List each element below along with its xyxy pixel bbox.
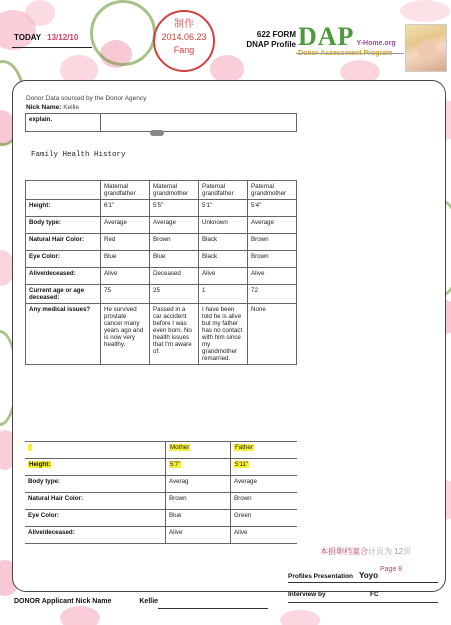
today-field: [14, 33, 78, 42]
spacer-cell: [151, 442, 166, 459]
parents-table: [25, 441, 297, 544]
table-header-row: [26, 181, 297, 200]
table-cell: 25: [150, 285, 199, 304]
table-cell: Averag: [166, 476, 231, 493]
red-seal-stamp: 制作 2014.06.23 Fang: [153, 10, 215, 72]
row-label: Natural Hair Color:: [25, 493, 151, 510]
table-cell: 5'11": [231, 459, 298, 476]
table-cell: I have been told he is alive but my father has no contact with him since my grandmother remarried.: [199, 304, 248, 365]
table-cell: Black: [199, 234, 248, 251]
dap-logo: DAP Y-Home.org Donor Assessment Program: [298, 22, 396, 57]
page-count-note: 本捐卵档案合计页为 12页: [320, 547, 412, 556]
donor-source: Donor Data sourced by the Donor Agency Nick Name: Kellie: [26, 95, 147, 111]
table-cell: Average: [150, 217, 199, 234]
table-cell: 5'4": [248, 200, 297, 217]
table-row: [26, 285, 297, 304]
table-cell: Blue: [101, 251, 150, 268]
interview-underline: [288, 602, 438, 603]
row-label: Alive/deceased:: [26, 268, 101, 285]
table-cell: 75: [101, 285, 150, 304]
column-header: Maternal grandfather: [101, 181, 150, 200]
table-cell: Average: [101, 217, 150, 234]
table-cell: Alive: [199, 268, 248, 285]
table-row: [25, 527, 297, 544]
table-row: [26, 268, 297, 285]
table-row: [26, 234, 297, 251]
today-underline: [12, 47, 92, 48]
table-cell: 72: [248, 285, 297, 304]
table-cell: 5'5": [150, 200, 199, 217]
table-cell: Blue: [150, 251, 199, 268]
table-row: [25, 493, 297, 510]
table-cell: 5'1": [199, 200, 248, 217]
row-label: Body type:: [25, 476, 151, 493]
table-header-row: [25, 442, 297, 459]
table-cell: Passed in a car accident before I was even born. No health issues that I'm aware of.: [150, 304, 199, 365]
table-row: [26, 200, 297, 217]
table-cell: Alive: [166, 527, 231, 544]
header-rule: [296, 53, 404, 54]
row-label: Eye Color:: [26, 251, 101, 268]
table-cell: Brown: [248, 234, 297, 251]
table-cell: Deceased: [150, 268, 199, 285]
table-cell: 5'7": [166, 459, 231, 476]
table-cell: Average: [231, 476, 298, 493]
table-row: [25, 476, 297, 493]
row-label: Body type:: [26, 217, 101, 234]
table-cell: Brown: [166, 493, 231, 510]
row-label: Height:: [25, 459, 151, 476]
form-number: 622 FORM DNAP Profile: [246, 30, 296, 49]
drag-handle-icon[interactable]: [150, 130, 164, 136]
spacer-cell: [151, 510, 166, 527]
spacer-cell: [151, 459, 166, 476]
table-cell: Alive: [248, 268, 297, 285]
table-cell: Alive: [101, 268, 150, 285]
profiles-presentation: Profiles Presentation Yoyo: [288, 571, 378, 580]
table-cell: Brown: [248, 251, 297, 268]
column-header: Paternal grandfather: [199, 181, 248, 200]
table-cell: Alive: [231, 527, 298, 544]
donor-underline: [158, 608, 268, 609]
explain-value: [101, 114, 297, 132]
table-cell: Brown: [231, 493, 298, 510]
table-cell: Green: [231, 510, 298, 527]
row-label: Eye Color:: [25, 510, 151, 527]
table-row: [26, 304, 297, 365]
corner-cell: [26, 181, 101, 200]
row-label: Height:: [26, 200, 101, 217]
today-label: TODAY: [14, 33, 42, 42]
column-header: Father: [231, 442, 298, 459]
table-cell: Average: [248, 217, 297, 234]
spacer-cell: [151, 493, 166, 510]
column-header: Paternal grandmother: [248, 181, 297, 200]
donor-applicant-nickname: DONOR Applicant Nick Name Kellie: [14, 598, 159, 605]
table-cell: He survived prostate cancer many years ago and is now very healthy.: [101, 304, 150, 365]
table-row: [26, 217, 297, 234]
column-header: Mother: [166, 442, 231, 459]
today-date: 13/12/10: [47, 33, 79, 42]
spacer-cell: [151, 476, 166, 493]
donor-photo: [405, 24, 447, 72]
row-label: Any medical issues?: [26, 304, 101, 365]
table-cell: Red: [101, 234, 150, 251]
table-cell: Black: [199, 251, 248, 268]
family-health-history-title: Family Health History: [31, 151, 126, 159]
table-cell: Brown: [150, 234, 199, 251]
corner-cell: [25, 442, 151, 459]
table-row: [25, 459, 297, 476]
explain-label: explain.: [26, 114, 101, 132]
interview-by: Interview by FC: [288, 591, 379, 598]
table-cell: Unknown: [199, 217, 248, 234]
table-cell: 6'1": [101, 200, 150, 217]
presentation-underline: [288, 582, 438, 583]
column-header: Maternal grandmother: [150, 181, 199, 200]
table-row: [25, 510, 297, 527]
spacer-cell: [151, 527, 166, 544]
table-cell: None: [248, 304, 297, 365]
table-cell: 1: [199, 285, 248, 304]
table-row: [26, 251, 297, 268]
row-label: Natural Hair Color:: [26, 234, 101, 251]
family-history-table: [25, 180, 297, 365]
row-label: Alive/deceased:: [25, 527, 151, 544]
row-label: Current age or age deceased:: [26, 285, 101, 304]
table-cell: Blue: [166, 510, 231, 527]
page-number: Page 8: [380, 566, 403, 573]
